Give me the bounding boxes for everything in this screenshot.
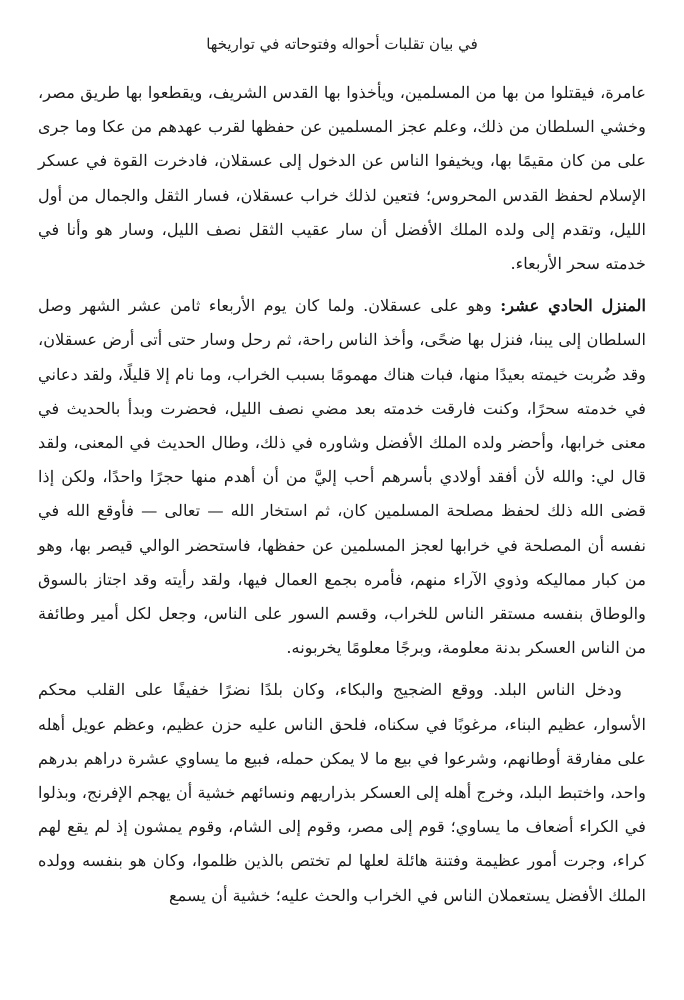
paragraph-1	[38, 76, 646, 281]
body-text	[38, 76, 646, 913]
paragraph-2-text: وهو على عسقلان. ولما كان يوم الأربعاء ثامن عشر الشهر وصل السلطان إلى يبنا، فنزل بها ضحًى، وأخذ الناس راحة، ثم رحل وسار حتى أتى أرض عسقلان، وقد ضُربت خيمته بعيدًا منها، فبات هناك مهمومًا بسبب الخراب، وما نام إلا قليلًا، ولقد دعاني في خدمته سحرًا، وكنت فارقت خدمته بعد مضي نصف الليل، فحضرت وبدأ بالحديث في معنى خرابها، وأحضر ولده الملك الأفضل وشاوره في ذلك، وطال الحديث في المعنى، ولقد قال لي: والله لأن أفقد أولادي بأسرهم أحب إليَّ من أن أهدم منها حجرًا واحدًا، ولكن إذا قضى الله ذلك لحفظ مصلحة المسلمين كان، ثم استخار الله — تعالى — فأوقع الله في نفسه أن المصلحة في خرابها لعجز المسلمين عن حفظها، فاستحضر الوالي قيصر بها، وهو من كبار مماليكه وذوي الآراء منهم، فأمره بجمع العمال فيها، ولقد رأيته وقد اجتاز بالسوق والوطاق بنفسه مستقر الناس للخراب، وقسم السور على الناس، وجعل لكل أمير وطائفة من الناس العسكر بدنة معلومة، وبرجًا معلومًا يخربونه.	[38, 296, 646, 658]
running-head: في بيان تقلبات أحواله وفتوحاته في تواريخها	[206, 35, 478, 53]
paragraph-3-text: ودخل الناس البلد. ووقع الضجيج والبكاء، وكان بلدًا نضرًا خفيفًا على القلب محكم الأسوار، عظيم البناء، مرغوبًا في سكناه، فلحق الناس عليه حزن عظيم، وعظم عويل أهله على مفارقة أوطانهم، وشرعوا في بيع ما لا يمكن حمله، فبيع ما يساوي عشرة دراهم بدرهم واحد، واختبط البلد، وخرج أهله إلى العسكر بذراريهم ونسائهم خشية أن يهجم الإفرنج، وبذلوا في الكراء أضعاف ما يساوي؛ قوم إلى مصر، وقوم إلى الشام، وقوم يمشون إذ لم يقع لهم كراء، وجرت أمور عظيمة وفتنة هائلة لعلها لم تختص بالذين ظلموا، وكان هو بنفسه وولده الملك الأفضل يستعملان الناس في الخراب والحث عليه؛ خشية أن يسمع	[38, 680, 646, 905]
paragraph-2	[38, 289, 646, 665]
paragraph-3	[38, 673, 646, 912]
section-heading: المنزل الحادي عشر:	[500, 296, 646, 316]
paragraph-1-text: عامرة، فيقتلوا من بها من المسلمين، ويأخذوا بها القدس الشريف، ويقطعوا بها طريق مصر، وخشي السلطان من ذلك، وعلم عجز المسلمين عن حفظها لقرب عهدهم من عكا وما جرى على من كان مقيمًا بها، ويخيفوا الناس عن الدخول إلى عسقلان، فادخرت القوة في عسكر الإسلام لحفظ القدس المحروس؛ فتعين لذلك خراب عسقلان، فسار الثقل والجمال من أول الليل، وتقدم إلى ولده الملك الأفضل أن سار عقيب الثقل نصف الليل، وسار هو وأنا في خدمته سحر الأربعاء.	[38, 83, 646, 274]
